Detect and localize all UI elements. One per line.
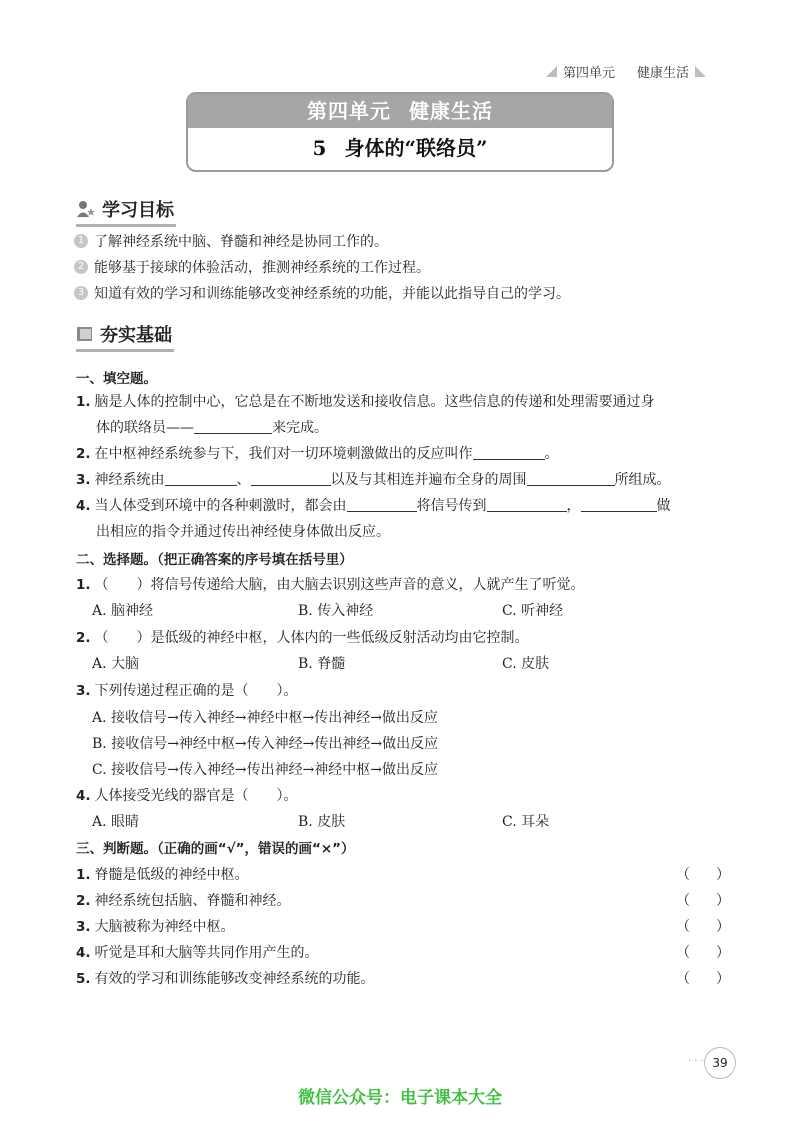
answer-parentheses[interactable]: （ ） [676,893,730,909]
question-number: 1. [76,577,91,593]
unit-banner [188,94,612,128]
goals-heading: 学习目标 [102,200,174,221]
question-number: 4. [76,498,91,514]
goal-number: 2 [74,260,88,274]
question-number: 5. [76,971,91,987]
fill-question-4-cont: 出相应的指令并通过传出神经使身体做出反应。 [96,524,390,540]
question-text: 脑是人体的控制中心，它总是在不断地发送和接收信息。这些信息的传递和处理需要通过身 [94,394,655,410]
basics-heading: 夯实基础 [100,325,172,346]
learner-icon [76,199,96,219]
answer-blank[interactable] [347,497,417,512]
question-text: 做 [656,498,671,514]
triangle-decoration-icon [546,66,557,77]
answer-parentheses[interactable]: （ ） [676,971,730,987]
question-text: 体的联络员—— [96,420,194,436]
running-header-unit: 第四单元 [563,66,616,81]
question-number: 2. [76,630,91,646]
lesson-name: 身体的“联络员” [344,136,488,160]
answer-parentheses[interactable]: （ ） [676,867,730,883]
choice-option-a[interactable]: A. 大脑 [92,656,140,672]
goal-number: 1 [74,234,88,248]
question-number: 2. [76,446,91,462]
page-number: 39 [704,1047,736,1079]
question-text: 将信号传到 [416,498,487,514]
answer-parentheses[interactable]: （ ） [676,919,730,935]
footer-watermark: 微信公众号：电子课本大全 [298,1088,502,1108]
question-number: 2. [76,893,91,909]
answer-blank[interactable] [194,419,272,434]
goal-text: 了解神经系统中脑、脊髓和神经是协同工作的。 [94,234,388,250]
goals-section-header [76,196,176,227]
goal-text: 知道有效的学习和训练能够改变神经系统的功能，并能以此指导自己的学习。 [94,286,570,302]
choice-option-c[interactable]: C. 接收信号→传入神经→传出神经→神经中枢→做出反应 [92,762,439,778]
question-text: 神经系统由 [94,472,165,488]
fill-question-2 [76,443,559,463]
running-header [546,62,706,81]
question-number: 4. [76,788,91,804]
choice-option-c[interactable]: C. 皮肤 [502,656,550,672]
choice-option-b[interactable]: B. 传入神经 [298,603,374,619]
book-icon [76,325,94,343]
choice-option-a[interactable]: A. 眼睛 [92,814,140,830]
question-stem: （ ）将信号传递给大脑，由大脑去识别这些声音的意义，人就产生了听觉。 [94,577,585,593]
question-stem: 下列传递过程正确的是（ ）。 [94,683,298,699]
choice-question-4 [76,785,298,805]
question-stem: （ ）是低级的神经中枢，人体内的一些低级反射活动均由它控制。 [94,630,529,646]
judge-item [76,890,291,910]
unit-topic: 健康生活 [409,99,493,123]
question-text: 大脑被称为神经中枢。 [94,919,235,935]
question-stem: 人体接受光线的器官是（ ）。 [94,788,298,804]
question-number: 3. [76,472,91,488]
answer-parentheses[interactable]: （ ） [676,945,730,961]
question-text: ， [566,498,581,514]
fill-question-3 [76,469,671,489]
answer-blank[interactable] [165,471,237,486]
goal-item [74,257,430,277]
goal-number: 3 [74,286,88,300]
judge-item [76,942,319,962]
basics-section-header [76,321,174,352]
fill-heading: 一、填空题。 [76,371,157,387]
question-text: 在中枢神经系统参与下，我们对一切环境刺激做出的反应叫作 [94,446,473,462]
question-text: 神经系统包括脑、脊髓和神经。 [94,893,291,909]
judge-item [76,864,249,884]
question-text: 来完成。 [272,420,328,436]
lesson-title [188,128,612,168]
question-text: 有效的学习和训练能够改变神经系统的功能。 [94,971,375,987]
answer-blank[interactable] [527,471,615,486]
question-text: 所组成。 [614,472,671,488]
judge-item [76,916,235,936]
dots-decoration-icon: · · · [688,1056,704,1067]
fill-question-4 [76,495,671,515]
goal-item [74,283,570,303]
question-number: 1. [76,867,91,883]
choice-heading: 二、选择题。（把正确答案的序号填在括号里） [76,552,353,568]
question-text: 听觉是耳和大脑等共同作用产生的。 [94,945,319,961]
question-number: 3. [76,683,91,699]
question-text: 、 [236,472,251,488]
choice-option-c[interactable]: C. 耳朵 [502,814,550,830]
goal-item [74,231,388,251]
choice-question-1 [76,574,585,594]
choice-option-a[interactable]: A. 接收信号→传入神经→神经中枢→传出神经→做出反应 [92,710,438,726]
answer-blank[interactable] [487,497,567,512]
unit-label: 第四单元 [307,99,391,123]
question-text: 当人体受到环境中的各种刺激时，都会由 [94,498,347,514]
choice-option-b[interactable]: B. 皮肤 [298,814,346,830]
choice-question-3 [76,680,298,700]
choice-option-b[interactable]: B. 脊髓 [298,656,346,672]
answer-blank[interactable] [473,445,545,460]
goal-text: 能够基于接球的体验活动，推测神经系统的工作过程。 [94,260,430,276]
question-number: 3. [76,919,91,935]
question-text: 以及与其相连并遍布全身的周围 [330,472,527,488]
judge-heading: 三、判断题。（正确的画“√”，错误的画“×”） [76,841,355,857]
choice-question-2 [76,627,529,647]
question-text: 脊髓是低级的神经中枢。 [94,867,249,883]
choice-option-a[interactable]: A. 脑神经 [92,603,154,619]
triangle-decoration-icon [695,66,706,77]
answer-blank[interactable] [581,497,657,512]
fill-question-1 [76,391,655,411]
fill-question-1-cont [96,417,328,437]
lesson-number: 5 [312,136,327,160]
choice-option-b[interactable]: B. 接收信号→神经中枢→传入神经→传出神经→做出反应 [92,736,439,752]
choice-option-c[interactable]: C. 听神经 [502,603,564,619]
lesson-title-box [186,92,614,172]
running-header-topic: 健康生活 [637,66,690,81]
answer-blank[interactable] [251,471,331,486]
question-text: 。 [544,446,559,462]
question-number: 4. [76,945,91,961]
judge-item [76,968,375,988]
question-number: 1. [76,394,91,410]
